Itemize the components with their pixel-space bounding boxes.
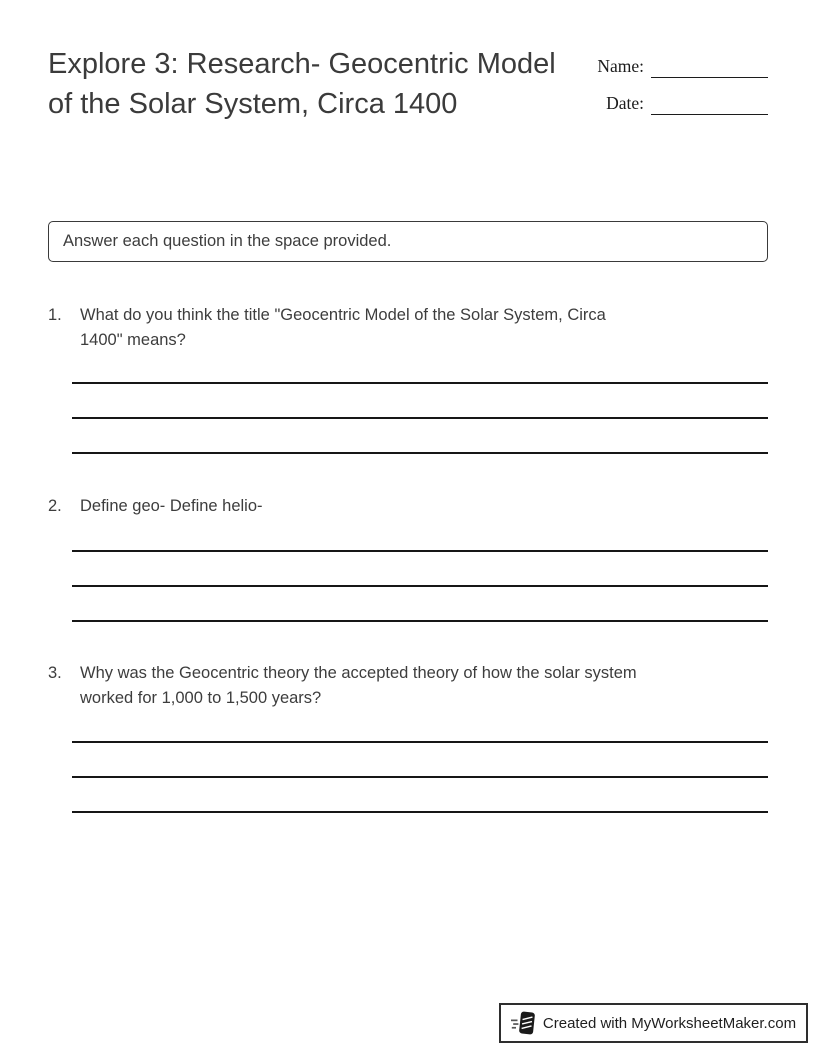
name-label: Name: xyxy=(597,56,644,76)
myworksheetmaker-logo-icon xyxy=(511,1010,536,1036)
date-row xyxy=(592,87,768,115)
answer-line xyxy=(72,417,768,419)
answer-lines-q3 xyxy=(72,741,768,846)
answer-line xyxy=(72,452,768,454)
footer-credit-text: Created with MyWorksheetMaker.com xyxy=(542,1014,797,1032)
answer-line xyxy=(72,620,768,622)
question-item-2 xyxy=(48,494,770,519)
answer-line xyxy=(72,741,768,743)
question-item-3 xyxy=(48,661,770,710)
answer-line xyxy=(72,776,768,778)
question-text xyxy=(80,494,770,519)
question-number: 1. xyxy=(48,306,62,324)
footer-credit-badge xyxy=(499,1003,808,1043)
question-text-line: worked for 1,000 to 1,500 years? xyxy=(80,688,322,707)
answer-line xyxy=(72,382,768,384)
name-blank-line xyxy=(651,53,768,78)
instructions-box xyxy=(48,221,768,262)
answer-line xyxy=(72,811,768,813)
page-title: Explore 3: Research- Geocentric Model of the Solar System, Circa 1400 xyxy=(48,48,556,120)
name-date-block xyxy=(592,50,768,124)
answer-lines-q2 xyxy=(72,550,768,655)
question-number: 2. xyxy=(48,497,62,515)
instructions-text: Answer each question in the space provided. xyxy=(63,232,392,250)
question-text-line: What do you think the title "Geocentric Model of the Solar System, Circa xyxy=(80,306,606,324)
date-label: Date: xyxy=(606,93,644,113)
question-item-1 xyxy=(48,303,770,352)
question-text-line: 1400" means? xyxy=(80,330,186,349)
answer-line xyxy=(72,550,768,552)
answer-line xyxy=(72,585,768,587)
question-text xyxy=(80,661,770,710)
question-text xyxy=(80,303,770,352)
name-row xyxy=(592,50,768,78)
question-text-line: Why was the Geocentric theory the accepted theory of how the solar system xyxy=(80,664,637,682)
question-text-line: Define geo- Define helio- xyxy=(80,497,263,515)
question-number: 3. xyxy=(48,664,62,682)
date-blank-line xyxy=(651,90,768,115)
answer-lines-q1 xyxy=(72,382,768,487)
